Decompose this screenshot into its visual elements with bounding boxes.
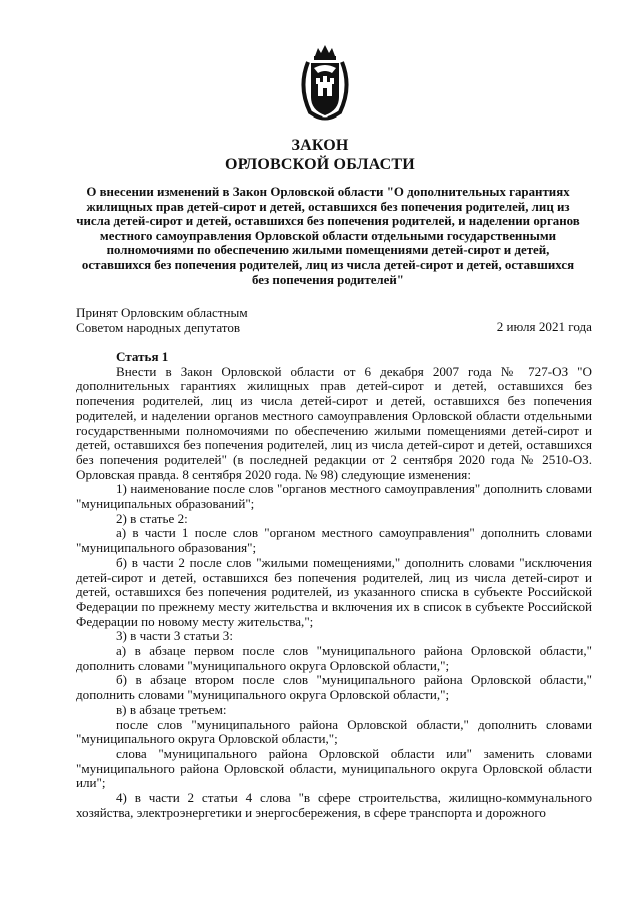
adoption-date: 2 июля 2021 года (496, 319, 592, 334)
paragraph: а) в абзаце первом после слов "муниципального района Орловской области," дополнить словами "муниципального округа Орловской области,"; (76, 643, 592, 673)
paragraph: а) в части 1 после слов "органом местного самоуправления" дополнить словами "муниципального образования"; (76, 525, 592, 556)
paragraph: б) в части 2 после слов "жилыми помещениями," дополнить словами "исключения детей-сирот и детей, оставшихся без попечения родителей, лиц из числа детей-сирот и детей, оставшихся без попечения родителей, из указанного списка в субъекте Российской Федерации по прежнему месту жительства и включения их в список в субъекте Российской Федерации по новому месту жительства,"; (76, 554, 592, 629)
paragraph: б) в абзаце втором после слов "муниципального района Орловской области," дополнить словами "муниципального округа Орловской области,"; (76, 672, 592, 703)
paragraph: слова "муниципального района Орловской области или" заменить словами "муниципального района Орловской области, муниципального округа Орловской области или"; (76, 745, 592, 791)
article-body (76, 350, 592, 821)
paragraph: в) в абзаце третьем: (116, 701, 227, 717)
paragraph: после слов "муниципального района Орловской области," дополнить словами "муниципального округа Орловской области,"; (76, 716, 592, 747)
adoption-line-2: Советом народных депутатов (76, 320, 241, 335)
law-subtitle: О внесении изменений в Закон Орловской области "О дополнительных гарантиях жилищных прав детей-сирот и детей, оставшихся без попечения родителей, лиц из числа детей-сирот и детей, оставшихся без попечения родителей, и наделении органов местного самоуправления Орловской области отдельными государственными полномочиями по обеспечению жилыми помещениями детей-сирот и детей, оставшихся без попечения родителей, лиц из числа детей-сирот и детей, оставшихся без попечения родителей" (76, 185, 580, 287)
law-title: ЗАКОН (291, 137, 349, 154)
paragraph: 1) наименование после слов "органов местного самоуправления" дополнить словами "муниципальных образований"; (76, 481, 592, 512)
article-heading: Статья 1 (116, 349, 169, 364)
paragraph: Внести в Закон Орловской области от 6 декабря 2007 года № 727-ОЗ "О дополнительных гарантиях жилищных прав детей-сирот и детей, оставшихся без попечения родителей, лиц из числа детей-сирот и детей, оставшихся без попечения родителей, и наделении органов местного самоуправления Орловской области отдельными государственными полномочиями по обеспечению жилыми помещениями детей-сирот и детей, оставшихся без попечения родителей, лиц из числа детей-сирот и детей, оставшихся без попечения родителей" (в последней редакции от 2 сентября 2020 года № 2510-ОЗ. Орловская правда. 8 сентября 2020 года. № 98) следующие изменения: (76, 363, 592, 482)
paragraph: 2) в статье 2: (116, 510, 188, 526)
adoption-line-1: Принят Орловским областным (76, 305, 248, 320)
paragraph: 3) в части 3 статьи 3: (116, 628, 233, 644)
region-title: ОРЛОВСКОЙ ОБЛАСТИ (225, 156, 415, 173)
coat-of-arms-icon (296, 42, 354, 122)
adoption-info (76, 305, 248, 335)
paragraph: 4) в части 2 статьи 4 слова "в сфере строительства, жилищно-коммунального хозяйства, электроэнергетики и энергосбережения, в сфере транспорта и дорожного (76, 790, 592, 820)
